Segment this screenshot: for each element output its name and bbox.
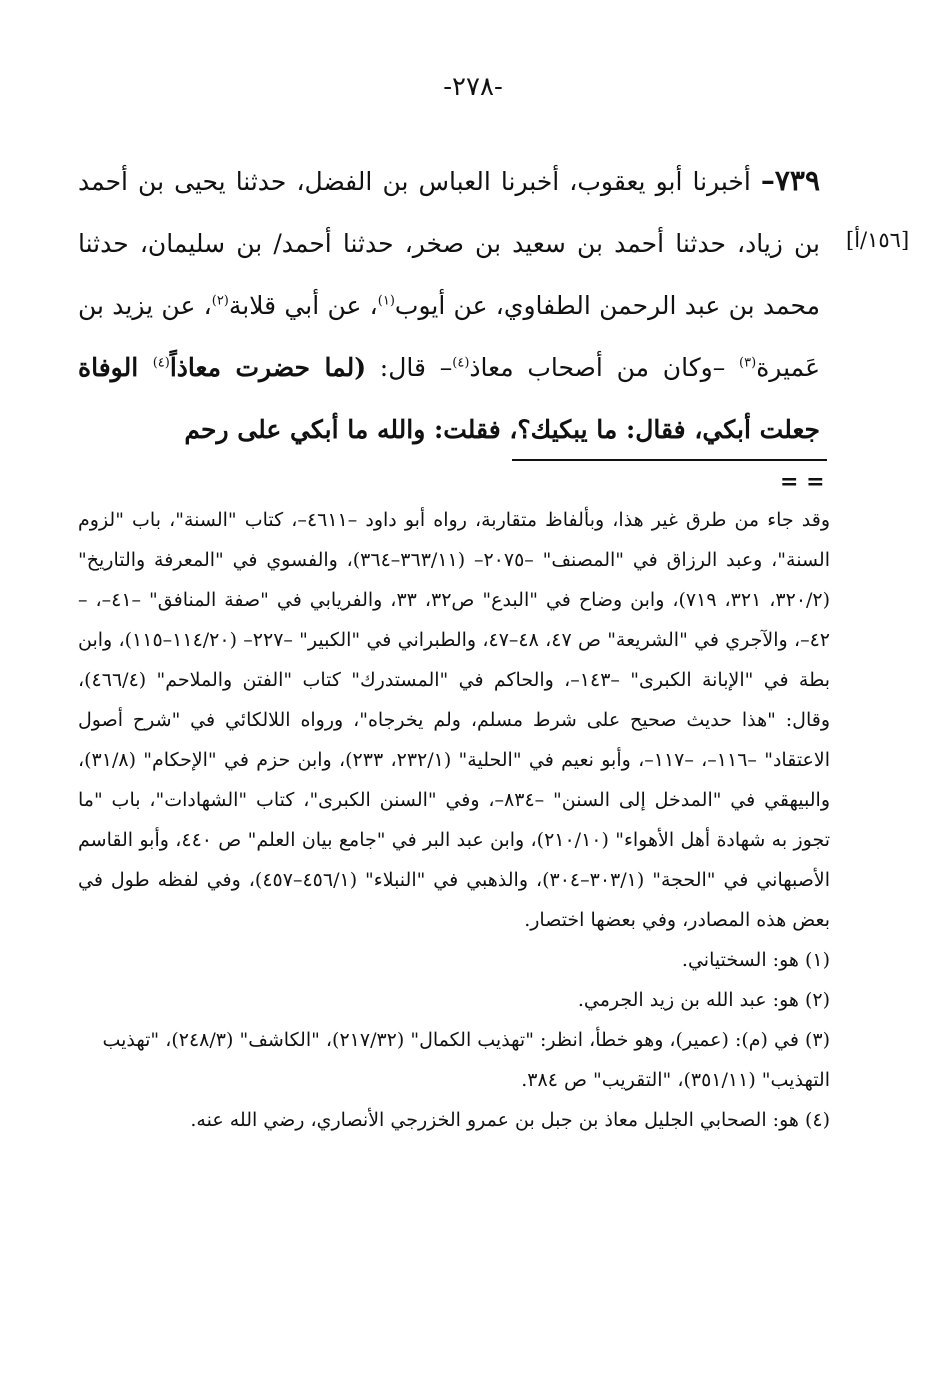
matn-part-1: (لما حضرت معاذاً [169, 353, 367, 382]
continuation-mark: = = [780, 469, 825, 495]
isnad-part-5: – قال: [366, 353, 453, 382]
footnote-4: (٤) هو: الصحابي الجليل معاذ بن جبل بن عمرو الخزرجي الأنصاري، رضي الله عنه. [190, 1109, 830, 1131]
footnote-ref-3[interactable]: (٣) [739, 355, 757, 371]
footnote-continuation: وقد جاء من طرق غير هذا، وبألفاظ متقاربة، رواه أبو داود –٤٦١١–، كتاب "السنة"، باب "لزوم السنة"، وعبد الرزاق في "المصنف" –٢٠٧٥– (٣٦٣/١١–٣٦٤)، والفسوي في "المعرفة والتاريخ" (٣٢٠/٢، ٣٢١، ٧١٩)، وابن وضاح في "البدع" ص٣٢، ٣٣، والفريابي في "صفة المنافق" –٤١–، –٤٢–، والآجري في "الشريعة" ص ٤٧، ٤٨–٤٧، والطبراني في "الكبير" –٢٢٧– (١١٤/٢٠–١١٥)، وابن بطة في "الإبانة الكبرى" –١٤٣–، والحاكم في "المستدرك" كتاب "الفتن والملاحم" (٤٦٦/٤)، وقال: "هذا حديث صحيح على شرط مسلم، ولم يخرجاه"، ورواه اللالكائي في "شرح أصول الاعتقاد" –١١٦–، –١١٧–، وأبو نعيم في "الحلية" (٢٣٢/١، ٢٣٣)، وابن حزم في "الإحكام" (٣١/٨)، والبيهقي في "المدخل إلى السنن" –٨٣٤–، وفي "السنن الكبرى"، كتاب "الشهادات"، باب "ما تجوز به شهادة أهل الأهواء" (٢١٠/١٠)، وابن عبد البر في "جامع بيان العلم" ص ٤٤٠، وأبو القاسم الأصبهاني في "الحجة" (٣٠٣/١–٣٠٤)، والذهبي في "النبلاء" (٤٥٦/١–٤٥٧)، وفي لفظه طول في بعض هذه المصادر، وفي بعضها اختصار. [78, 509, 831, 931]
hadith-paragraph [78, 150, 820, 461]
hadith-number-dash: – [760, 164, 775, 197]
footnotes-section [78, 500, 830, 1140]
matn-part-2: الوفاة جعلت أبكي، فقال: ما يبكيك؟، فقلت: والله ما أبكي على رحم [78, 353, 820, 444]
isnad-part-1: أخبرنا أبو يعقوب، أخبرنا العباس بن الفضل، حدثنا يحيى بن أحمد بن زياد، حدثنا أحمد بن سعيد بن صخر، حدثنا أحمد/ بن سليمان، حدثنا محمد بن عبد الرحمن الطفاوي، عن أيوب [78, 167, 821, 320]
footnote-ref-4b[interactable]: (٤) [152, 355, 170, 371]
footnote-separator-line [512, 459, 827, 461]
hadith-text [78, 150, 820, 461]
footnote-ref-1[interactable]: (١) [377, 293, 395, 309]
isnad-part-4: –وكان من أصحاب معاذ [469, 353, 740, 382]
footnote-1: (١) هو: السختياني. [681, 949, 830, 971]
footnote-2: (٢) هو: عبد الله بن زيد الجرمي. [577, 989, 830, 1011]
footnote-ref-4[interactable]: (٤) [452, 355, 470, 371]
footnote-3: (٣) في (م): (عمير)، وهو خطأ، انظر: "تهذيب الكمال" (٢١٧/٣٢)، "الكاشف" (٢٤٨/٣)، "تهذيب التهذيب" (٣٥١/١١)، "التقريب" ص ٣٨٤. [102, 1029, 830, 1091]
isnad-part-3: ، عن يزيد بن عَميرة [78, 291, 820, 382]
hadith-number: ٧٣٩ [774, 164, 820, 197]
footnote-ref-2[interactable]: (٢) [211, 293, 229, 309]
margin-manuscript-reference: [١٥٦/أ] [846, 228, 910, 252]
page-number: -٢٧٨- [443, 72, 503, 102]
isnad-part-2: ، عن أبي قلابة [228, 291, 378, 320]
